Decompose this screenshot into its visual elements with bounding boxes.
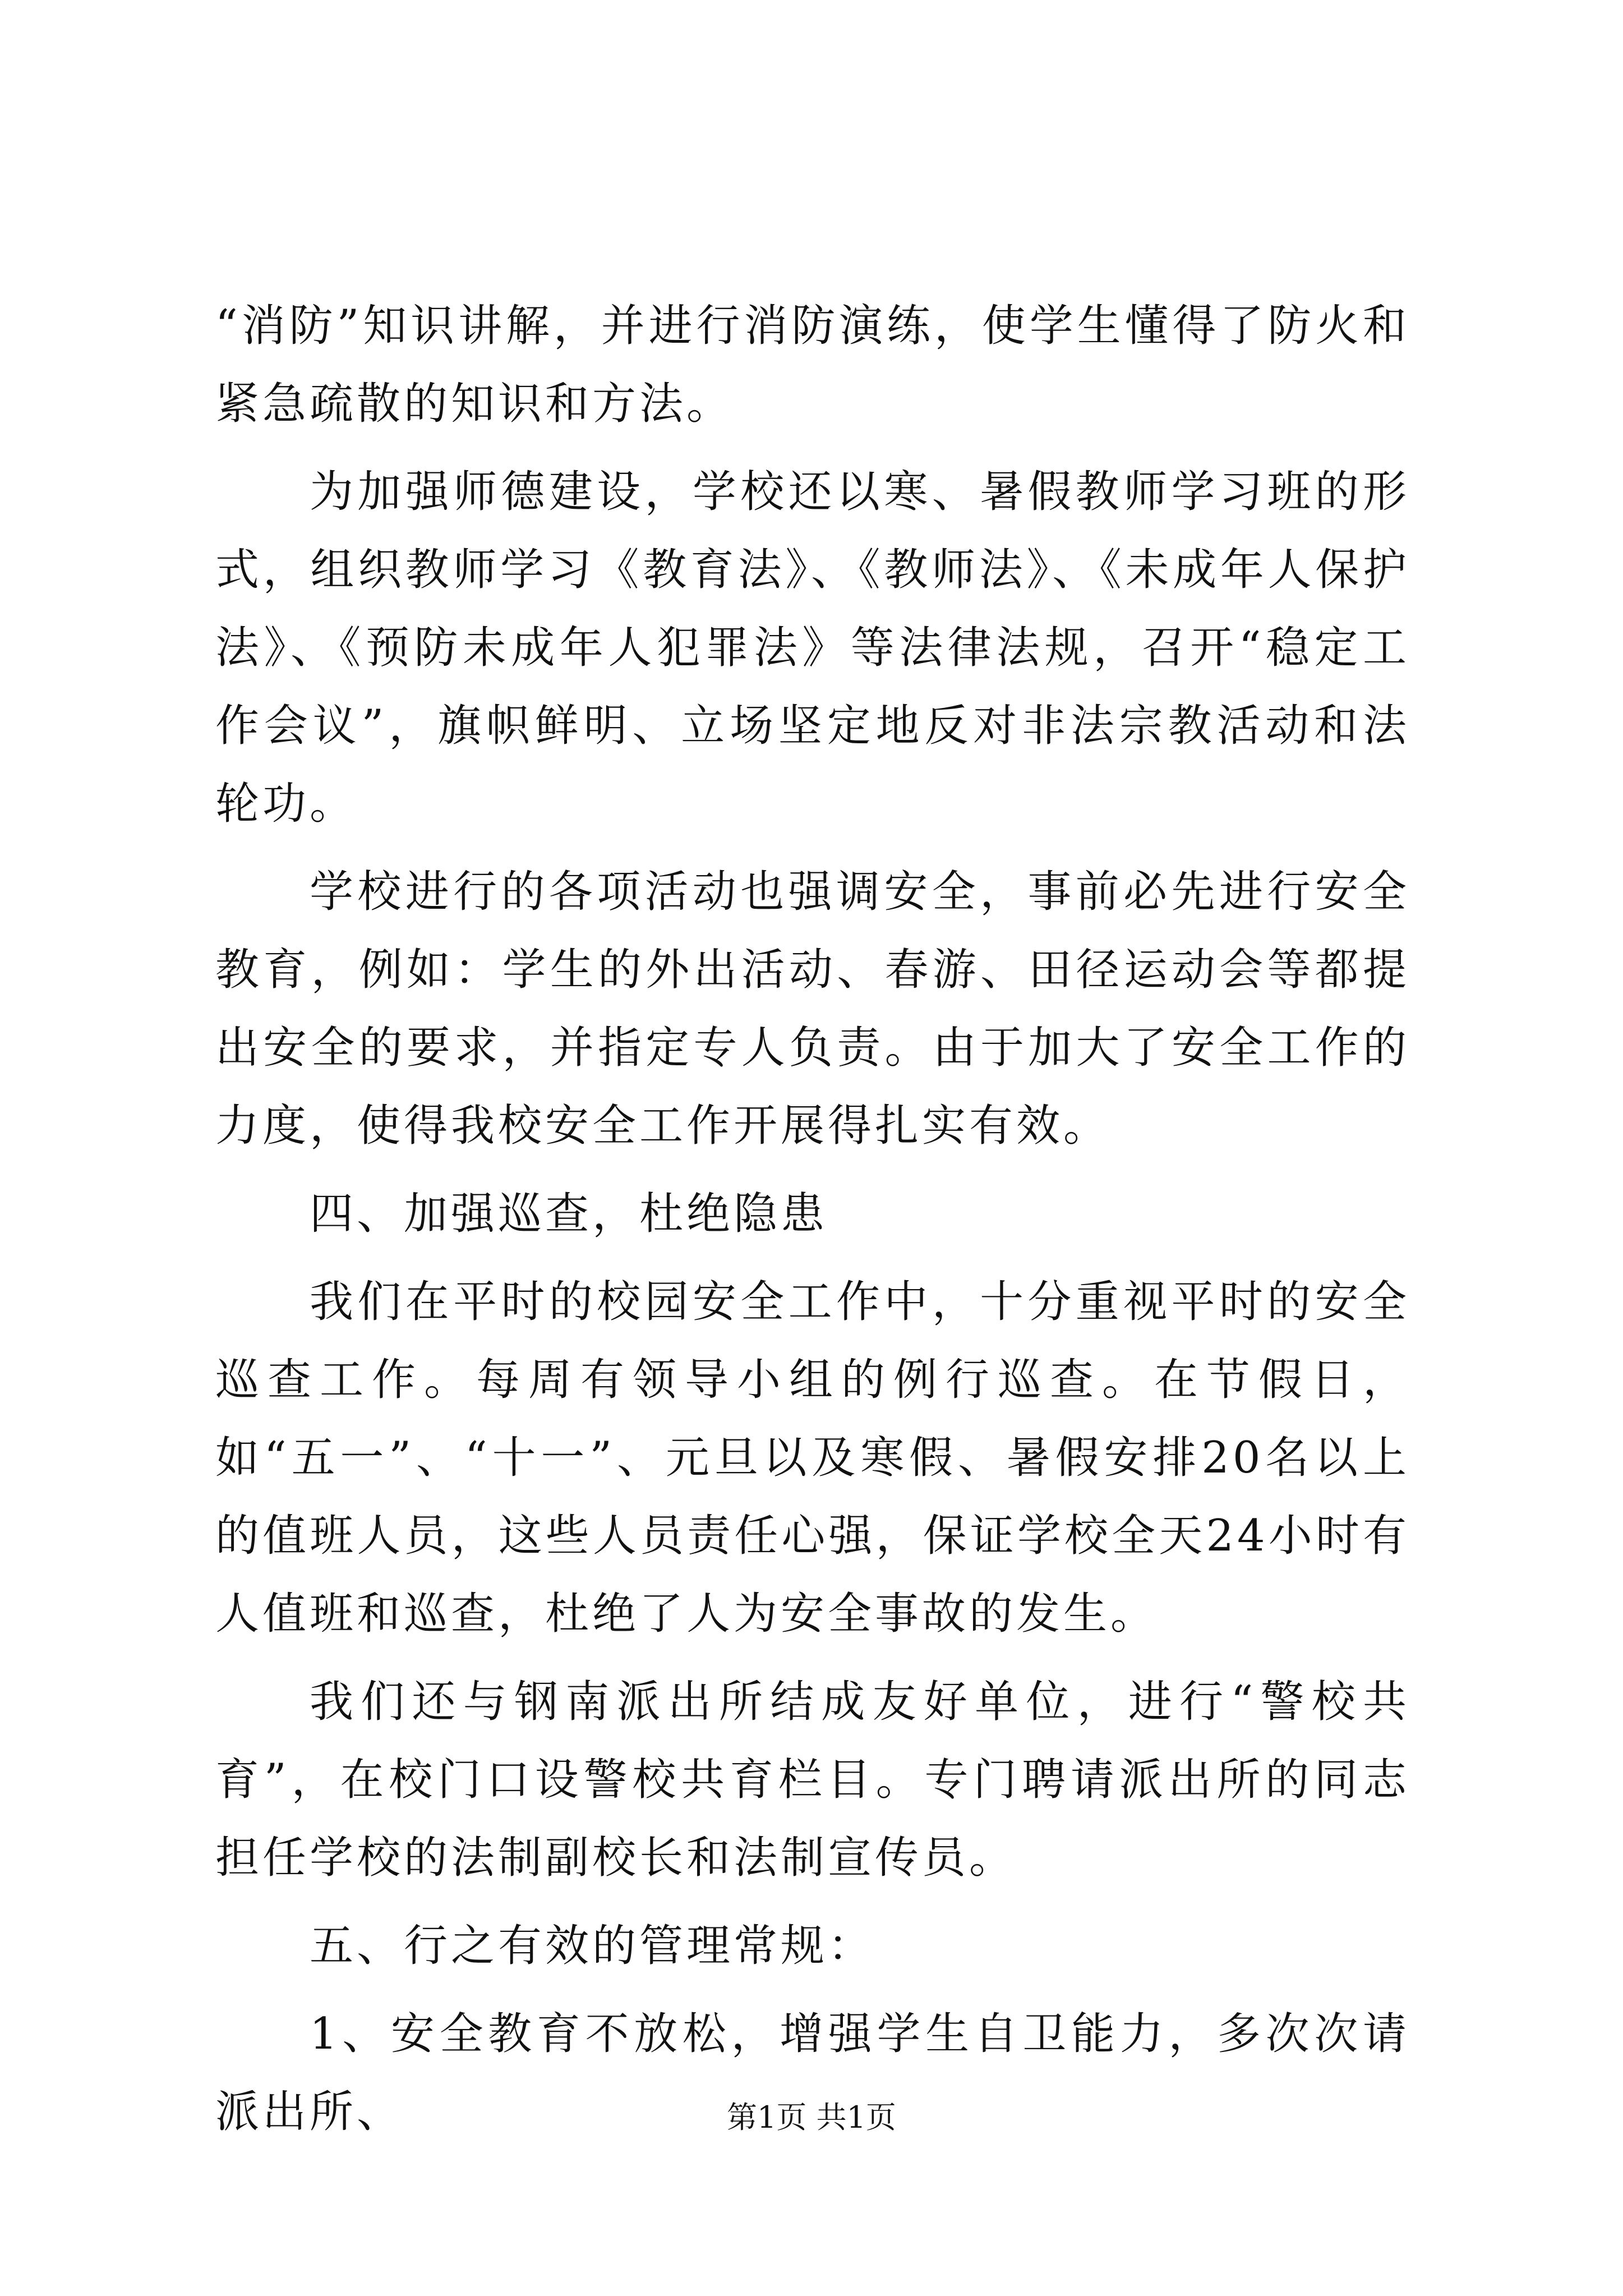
paragraph-teacher-ethics: 为加强师德建设，学校还以寒、暑假教师学习班的形式，组织教师学习《教育法》、《教师法》、《未成年人保护法》、《预防未成年人犯罪法》等法律法规，召开“稳定工作会议”，旗帜鲜明、立场坚定地反对非法宗教活动和法轮功。 [215,467,1410,829]
paragraph-fire-safety-continuation: “消防”知识讲解，并进行消防演练，使学生懂得了防火和紧急疏散的知识和方法。 [215,301,1410,429]
page-number-footer: 第1页 共1页 [727,2100,896,2135]
section-heading-management: 五、行之有效的管理常规： [310,1921,875,1971]
paragraph-patrol-work: 我们在平时的校园安全工作中，十分重视平时的安全巡查工作。每周有领导小组的例行巡查。在节假日，如“五一”、“十一”、元旦以及寒假、暑假安排20名以上的值班人员，这些人员责任心强，保证学校全天24小时有人值班和巡查，杜绝了人为安全事故的发生。 [215,1277,1410,1639]
document-body [215,287,1410,2151]
paragraph-activity-safety: 学校进行的各项活动也强调安全，事前必先进行安全教育，例如：学生的外出活动、春游、田径运动会等都提出安全的要求，并指定专人负责。由于加大了安全工作的力度，使得我校安全工作开展得扎实有效。 [215,867,1410,1151]
paragraph-police-school: 我们还与钢南派出所结成友好单位，进行“警校共育”，在校门口设警校共育栏目。专门聘请派出所的同志担任学校的法制副校长和法制宣传员。 [215,1677,1410,1883]
paragraph-safety-education: 1、安全教育不放松，增强学生自卫能力，多次次请派出所、 [215,2009,1410,2137]
section-heading-patrol: 四、加强巡查，杜绝隐患 [310,1189,828,1239]
